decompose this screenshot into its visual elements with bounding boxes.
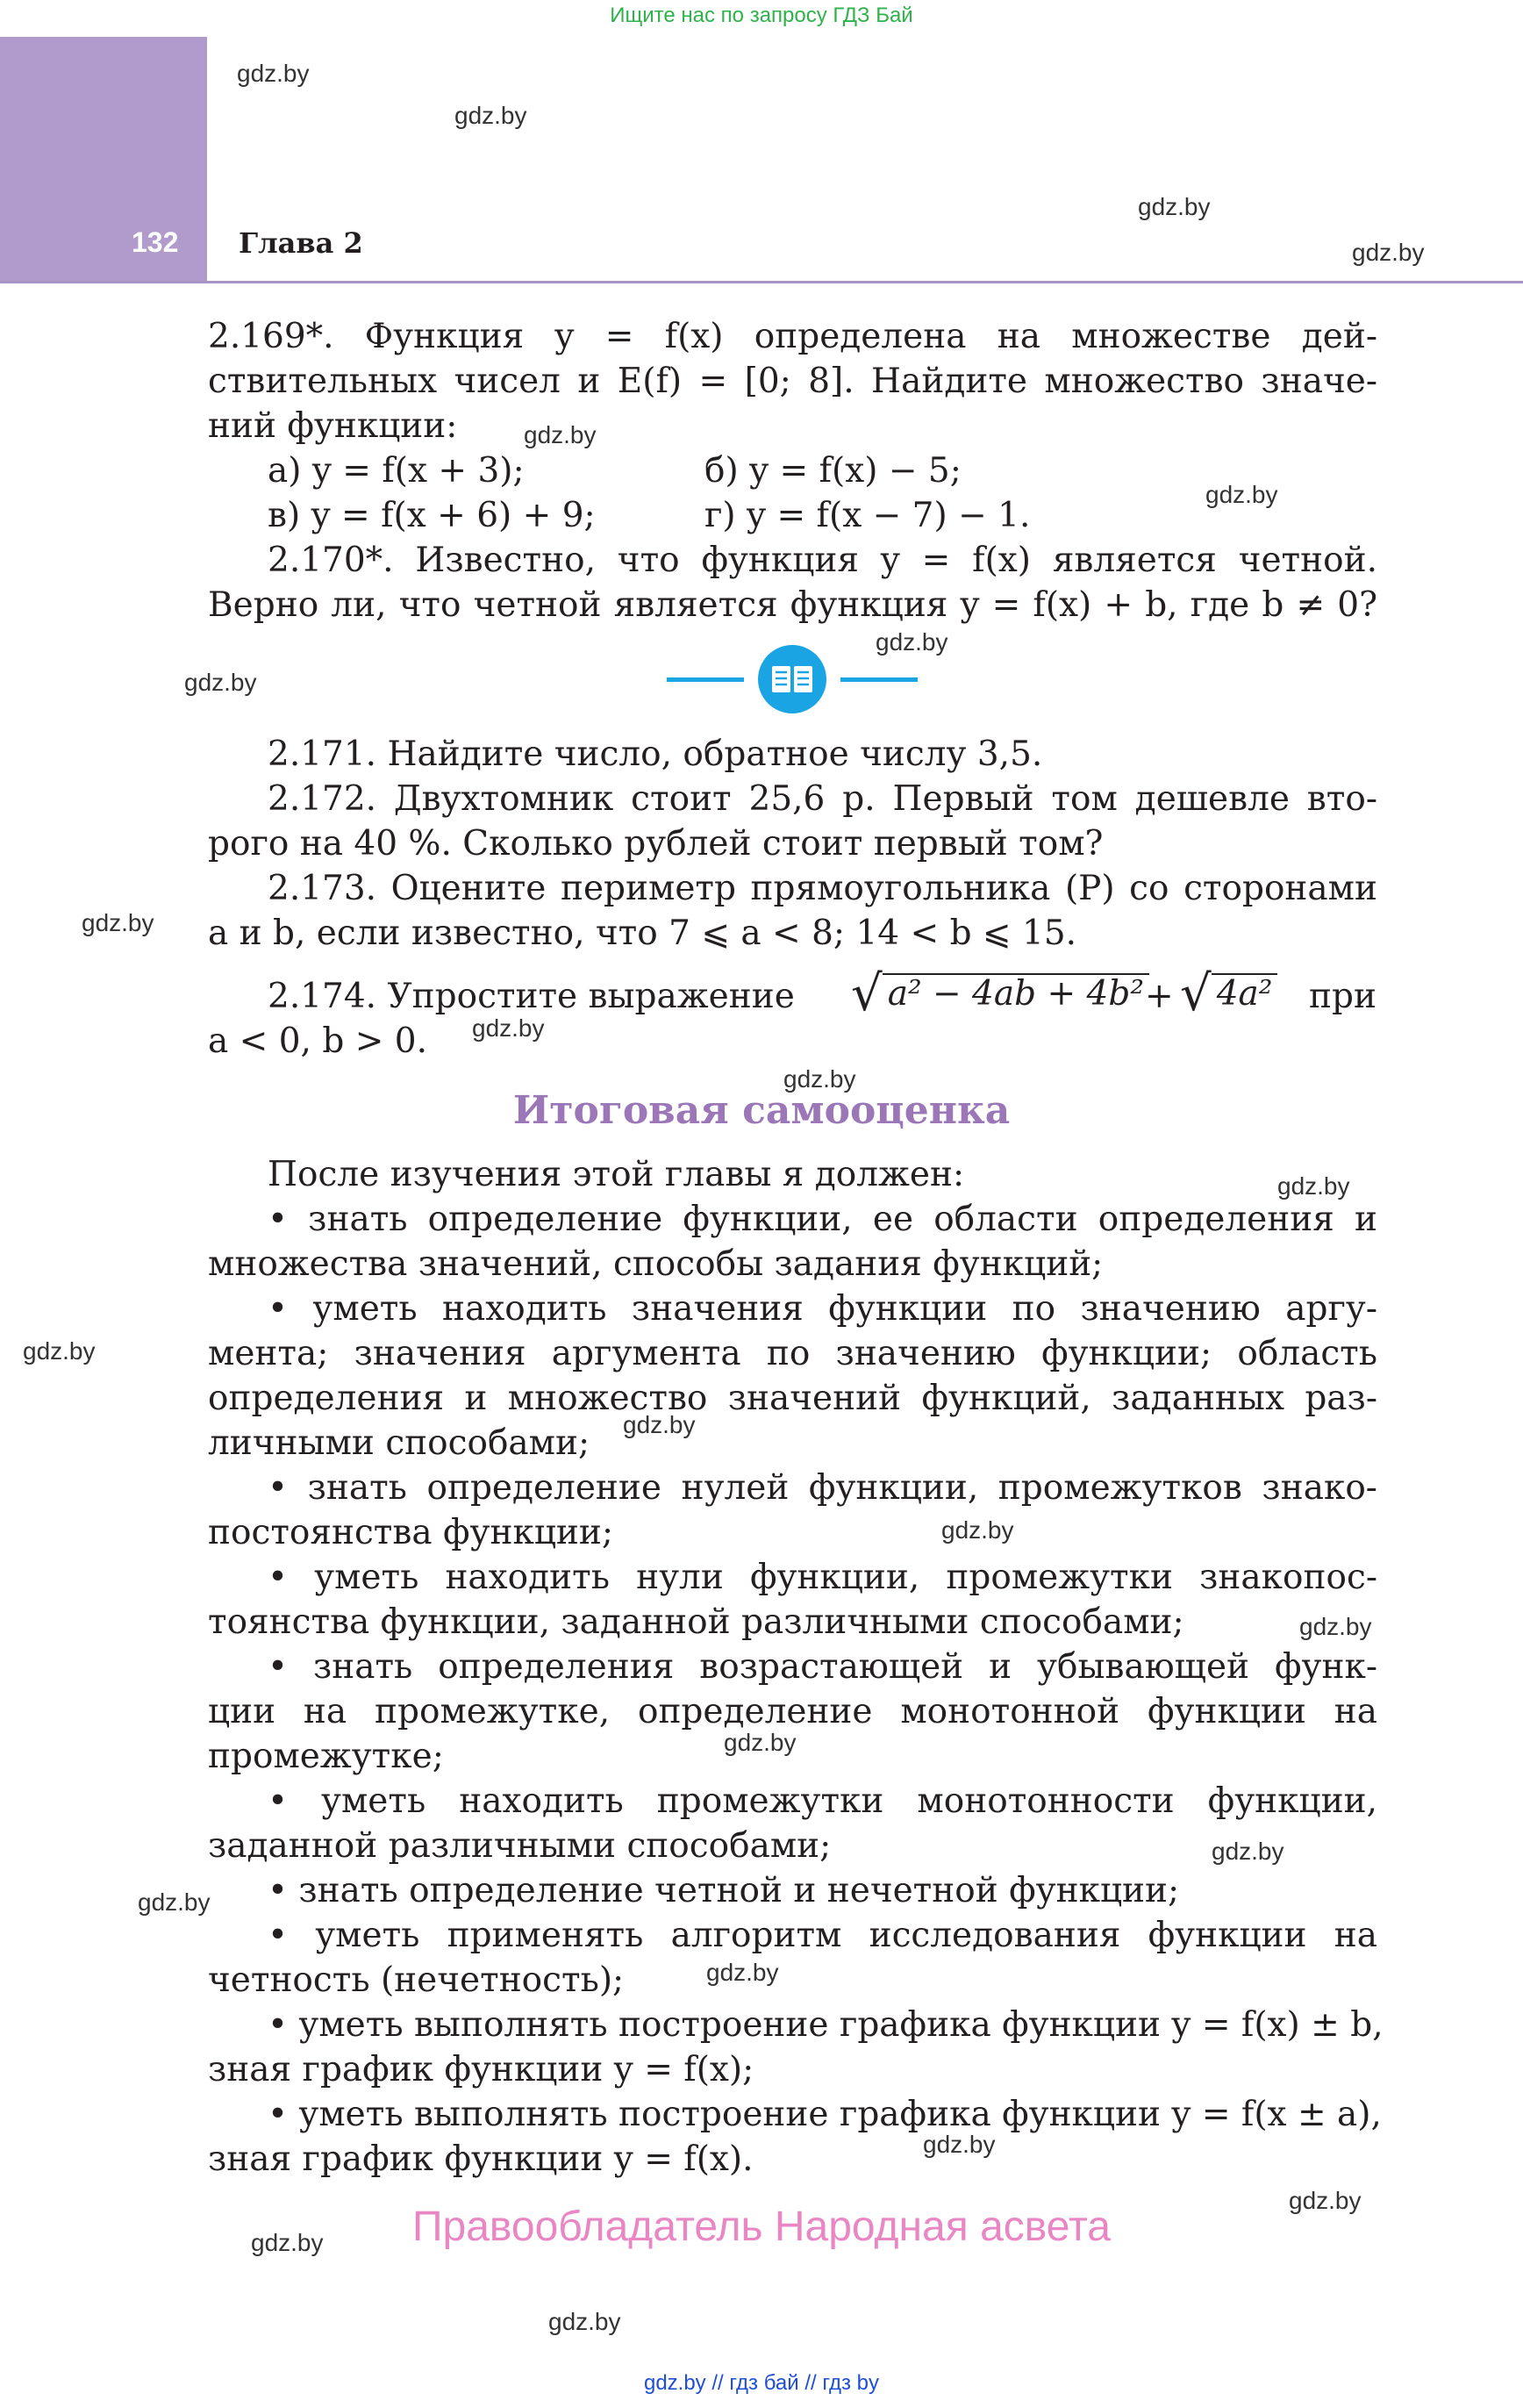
problem-2-172-line-2: рого на 40 %. Сколько рублей стоит первый том? (208, 824, 1104, 864)
watermark: gdz.by (783, 1065, 856, 1093)
watermark: gdz.by (1299, 1613, 1372, 1640)
bottom-links[interactable]: gdz.by // гдз бай // гдз by (643, 2371, 880, 2395)
top-search-link[interactable]: Ищите нас по запросу ГДЗ Бай (610, 4, 913, 27)
watermark: gdz.by (23, 1337, 96, 1365)
list-line: постоянства функции; (208, 1513, 614, 1552)
list-line: • уметь выполнять построение графика функции y = f(x) ± b, (268, 2005, 1384, 2045)
problem-2-171: 2.171. Найдите число, обратное числу 3,5. (268, 735, 1043, 774)
header-rule (0, 281, 1523, 283)
watermark: gdz.by (184, 669, 257, 696)
watermark: gdz.by (1205, 481, 1278, 508)
section-intro: После изучения этой главы я должен: (268, 1155, 965, 1194)
list-line: • знать определения возрастающей и убывающей функ- (268, 1647, 1377, 1687)
watermark: gdz.by (706, 1959, 779, 1986)
problem-2-169-line-1: 2.169*. Функция y = f(x) определена на множестве дей- (208, 317, 1377, 356)
list-line: четность (нечетность); (208, 1960, 625, 2000)
list-line: личными способами; (208, 1423, 590, 1463)
problem-2-170-line-2: Верно ли, что четной является функция y = f(x) + b, где b ≠ 0? (208, 585, 1377, 625)
watermark: gdz.by (623, 1411, 696, 1438)
list-line: зная график функции y = f(x). (208, 2139, 754, 2179)
problem-2-169-line-3: ний функции: (208, 406, 458, 446)
list-line: • уметь находить нули функции, промежутки знакопос- (268, 1558, 1377, 1597)
problem-2-174-end: при (1309, 977, 1376, 1016)
watermark: gdz.by (1138, 193, 1211, 220)
watermark: gdz.by (237, 60, 310, 87)
list-line: • знать определение четной и нечетной функции; (268, 1871, 1180, 1910)
divider-line-left (667, 677, 744, 682)
radical-expression-2: √ 4a² (1180, 965, 1277, 1022)
watermark: gdz.by (724, 1729, 797, 1756)
watermark: gdz.by (941, 1516, 1014, 1544)
watermark: gdz.by (251, 2229, 324, 2256)
option-d: г) y = f(x − 7) − 1. (704, 496, 1031, 535)
problem-2-174-line-2: a < 0, b > 0. (208, 1021, 427, 1061)
list-line: • знать определение нулей функции, промежутков знако- (268, 1468, 1377, 1508)
list-line: определения и множество значений функций, заданных раз- (208, 1379, 1377, 1418)
problem-2-173-line-1: 2.173. Оцените периметр прямоугольника (P) со сторонами (268, 869, 1377, 908)
watermark: gdz.by (876, 628, 948, 656)
watermark: gdz.by (923, 2131, 996, 2158)
open-book-icon (758, 645, 826, 713)
list-line: множества значений, способы задания функций; (208, 1244, 1104, 1284)
list-line: • уметь применять алгоритм исследования функции на (268, 1916, 1377, 1955)
list-line: тоянства функции, заданной различными способами; (208, 1602, 1184, 1642)
watermark: gdz.by (548, 2308, 621, 2335)
option-b: б) y = f(x) − 5; (704, 451, 962, 491)
list-line: мента; значения аргумента по значению функции; область (208, 1334, 1377, 1373)
watermark: gdz.by (472, 1014, 545, 1042)
problem-2-169-line-2: ствительных чисел и E(f) = [0; 8]. Найдите множество значе- (208, 362, 1377, 401)
copyright-owner: Правообладатель Народная асвета (412, 2204, 1111, 2250)
watermark: gdz.by (82, 909, 154, 936)
watermark: gdz.by (524, 421, 597, 448)
watermark: gdz.by (1352, 239, 1425, 266)
list-line: • уметь находить промежутки монотонности функции, (268, 1781, 1377, 1821)
list-line: • уметь находить значения функции по значению аргу- (268, 1289, 1377, 1329)
plus-sign: + (1145, 977, 1174, 1016)
list-line: зная график функции y = f(x); (208, 2050, 754, 2089)
watermark: gdz.by (138, 1888, 211, 1916)
watermark: gdz.by (454, 102, 527, 129)
radicand-1: a² − 4ab + 4b² (883, 973, 1149, 1014)
watermark: gdz.by (1289, 2187, 1362, 2214)
problem-2-172-line-1: 2.172. Двухтомник стоит 25,6 р. Первый том дешевле вто- (268, 779, 1377, 819)
option-c: в) y = f(x + 6) + 9; (268, 496, 596, 535)
list-line: • знать определение функции, ее области определения и (268, 1200, 1377, 1239)
radical-expression-1: √ a² − 4ab + 4b² (851, 965, 1149, 1022)
list-line: • уметь выполнять построение графика функции y = f(x ± a), (268, 2095, 1382, 2134)
problem-2-170-line-1: 2.170*. Известно, что функция y = f(x) является четной. (268, 541, 1377, 580)
list-line: ции на промежутке, определение монотонной функции на (208, 1692, 1377, 1731)
problem-2-173-line-2: a и b, если известно, что 7 ⩽ a < 8; 14 < b ⩽ 15. (208, 914, 1077, 953)
radicand-2: 4a² (1212, 973, 1278, 1014)
divider-line-right (840, 677, 918, 682)
option-a: а) y = f(x + 3); (268, 451, 525, 491)
section-heading: Итоговая самооценка (512, 1088, 1011, 1133)
list-line: промежутке; (208, 1737, 444, 1776)
chapter-title: Глава 2 (239, 226, 363, 260)
page-number: 132 (132, 226, 179, 258)
watermark: gdz.by (1212, 1838, 1284, 1865)
problem-2-174-start: 2.174. Упростите выражение (268, 977, 795, 1016)
list-line: заданной различными способами; (208, 1826, 832, 1866)
watermark: gdz.by (1277, 1172, 1350, 1200)
